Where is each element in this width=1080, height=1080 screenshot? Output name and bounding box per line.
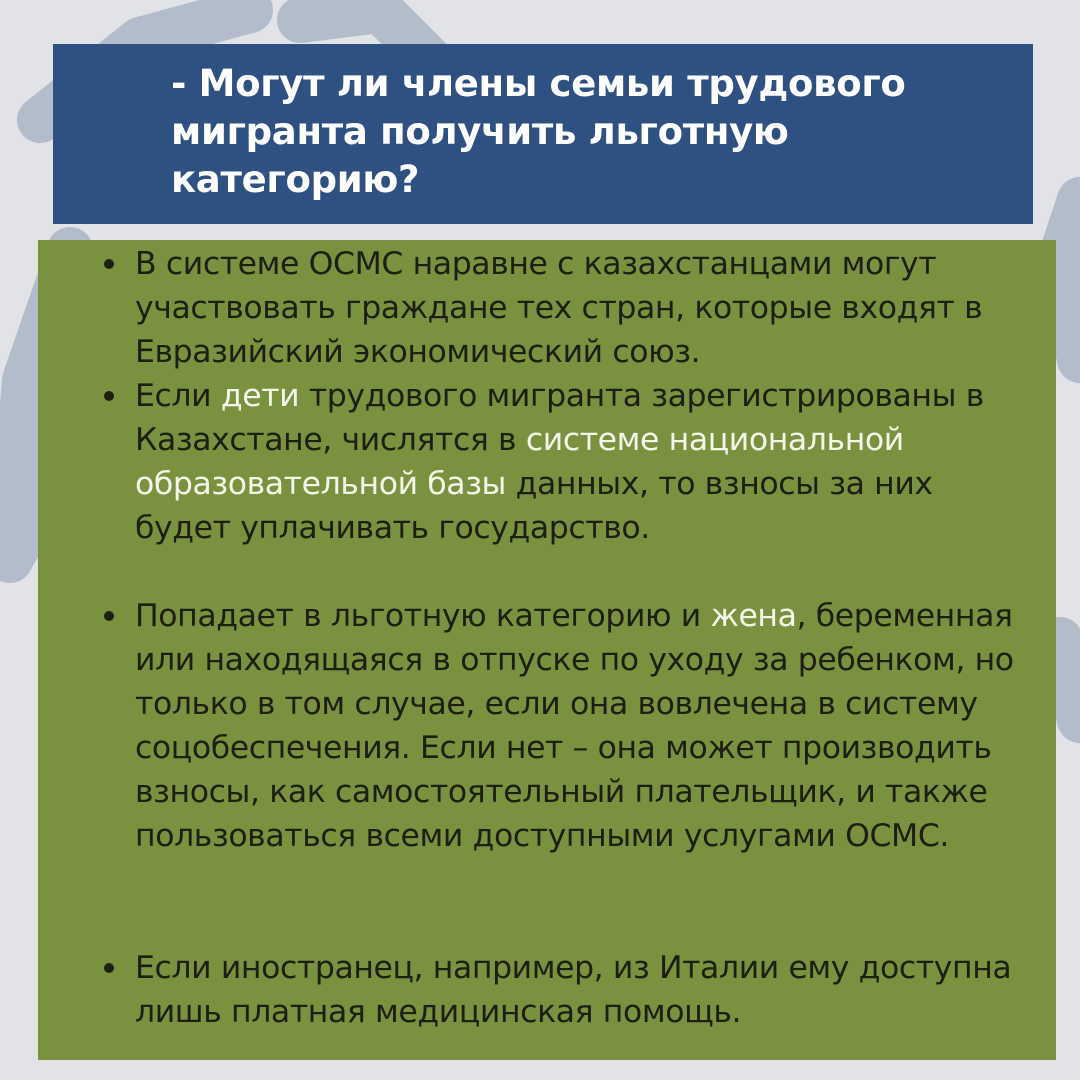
bullet-item-eaeu-citizens — [38, 242, 1028, 374]
answer-content-box — [38, 240, 1056, 1060]
bullet-text: В системе ОСМС наравне с казахстанцами могут участвовать граждане тех стран, которые входят в Евразийский экономический союз. — [135, 246, 983, 370]
highlighted-text: дети — [220, 378, 300, 414]
question-title: - Могут ли члены семьи трудового мигранта получить льготную категорию? — [171, 62, 906, 201]
bullet-text: данных, то взносы за них будет уплачивать государство. — [135, 466, 933, 546]
bullet-item-foreigner-italy — [38, 946, 1028, 1034]
decor-shape-right-lower — [1060, 640, 1080, 720]
decor-shape-right — [1060, 200, 1080, 360]
bullet-text: Если иностранец, например, из Италии ему доступна лишь платная медицинская помощь. — [135, 950, 1012, 1030]
bullet-item-wife — [38, 594, 1028, 858]
bullet-text: Если — [135, 378, 221, 414]
bullet-dot — [104, 259, 114, 269]
highlighted-text: жена — [710, 598, 797, 634]
bullet-item-children — [38, 374, 1028, 550]
bullet-dot — [104, 391, 114, 401]
bullet-dot — [104, 963, 114, 973]
bullet-text: , беременная или находящаяся в отпуске по уходу за ребенком, но только в том случае, если она вовлечена в систему соцобеспечения. Если нет – она может производить взносы, как самостоятельный плательщик, и также пользоваться всеми доступными услугами ОСМС. — [135, 598, 1014, 854]
bullet-dot — [104, 611, 114, 621]
question-title-box — [53, 44, 1033, 224]
highlighted-text: системе национальной образовательной базы — [135, 422, 904, 502]
bullet-text: трудового мигранта зарегистрированы в Казахстане, числятся в — [135, 378, 984, 458]
bullet-text: Попадает в льготную категорию и — [135, 598, 711, 634]
